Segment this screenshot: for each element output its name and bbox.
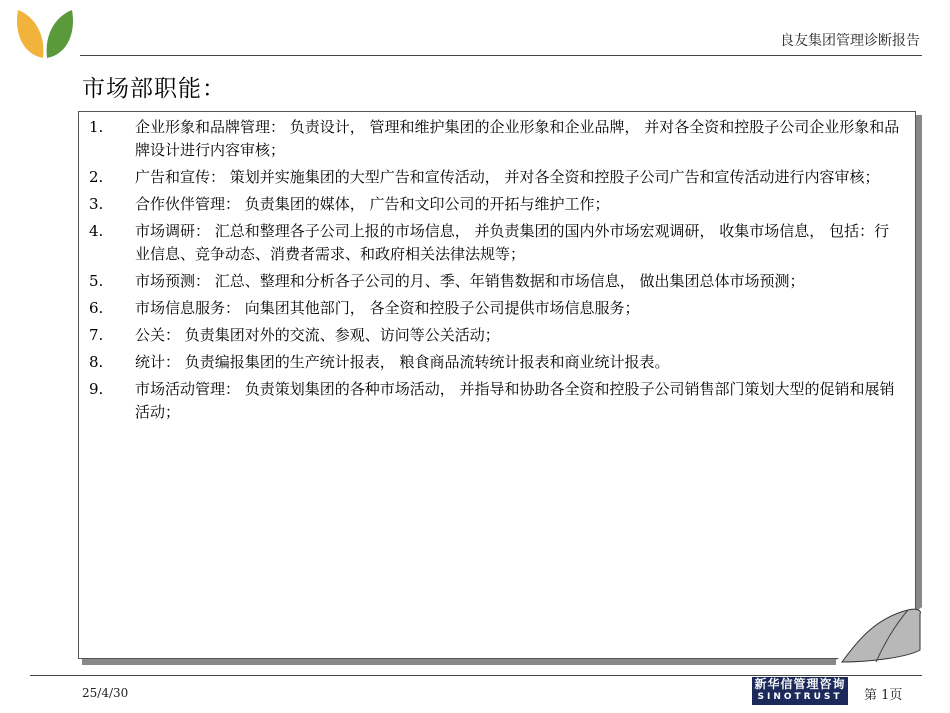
function-list: [89, 116, 904, 428]
list-item: [89, 297, 904, 320]
sinotrust-logo: [752, 677, 848, 705]
item-text: 公关： 负责集团对外的交流、参观、访问等公关活动；: [135, 326, 500, 344]
list-item: [89, 270, 904, 293]
item-number: 4.: [89, 222, 104, 240]
list-item: [89, 116, 904, 162]
item-number: 7.: [89, 326, 104, 344]
item-number: 5.: [89, 272, 104, 290]
item-text: 广告和宣传： 策划并实施集团的大型广告和宣传活动， 并对各全资和控股子公司广告和宣传活动进行内容审核；: [135, 168, 880, 186]
list-item: [89, 220, 904, 266]
item-number: 2.: [89, 168, 104, 186]
item-text: 合作伙伴管理： 负责集团的媒体， 广告和文印公司的开拓与维护工作；: [135, 195, 610, 213]
logo-cn-text: 新华信管理咨询: [754, 677, 846, 691]
page-title: 市场部职能：: [82, 76, 226, 102]
list-item: [89, 193, 904, 216]
list-item: [89, 324, 904, 347]
item-number: 9.: [89, 380, 104, 398]
header-divider: [80, 55, 922, 56]
item-text: 企业形象和品牌管理： 负责设计， 管理和维护集团的企业形象和企业品牌， 并对各全资和控股子公司企业形象和品牌设计进行内容审核；: [135, 118, 900, 159]
item-number: 3.: [89, 195, 104, 213]
item-text: 市场信息服务： 向集团其他部门， 各全资和控股子公司提供市场信息服务；: [135, 299, 640, 317]
item-number: 6.: [89, 299, 104, 317]
page-curl-icon: [836, 600, 924, 666]
logo-en-text: SINOTRUST: [757, 692, 843, 702]
item-number: 1.: [89, 118, 104, 136]
item-text: 市场活动管理： 负责策划集团的各种市场活动， 并指导和协助各全资和控股子公司销售部门策划大型的促销和展销活动；: [135, 380, 895, 421]
item-text: 市场调研： 汇总和整理各子公司上报的市场信息， 并负责集团的国内外市场宏观调研， 收集市场信息， 包括：行业信息、竞争动态、消费者需求、和政府相关法律法规等；: [135, 222, 890, 263]
item-text: 统计： 负责编报集团的生产统计报表， 粮食商品流转统计报表和商业统计报表。: [135, 353, 670, 371]
report-title: 良友集团管理诊断报告: [780, 33, 920, 49]
list-item: [89, 351, 904, 374]
list-item: [89, 378, 904, 424]
item-text: 市场预测： 汇总、整理和分析各子公司的月、季、年销售数据和市场信息， 做出集团总体市场预测；: [135, 272, 805, 290]
page-number: 第 1页: [864, 688, 903, 703]
item-number: 8.: [89, 353, 104, 371]
footer-divider: [30, 675, 922, 676]
leaf-logo-icon: [12, 2, 78, 60]
content-panel: [78, 111, 916, 659]
list-item: [89, 166, 904, 189]
footer-date: 25/4/30: [82, 686, 129, 700]
